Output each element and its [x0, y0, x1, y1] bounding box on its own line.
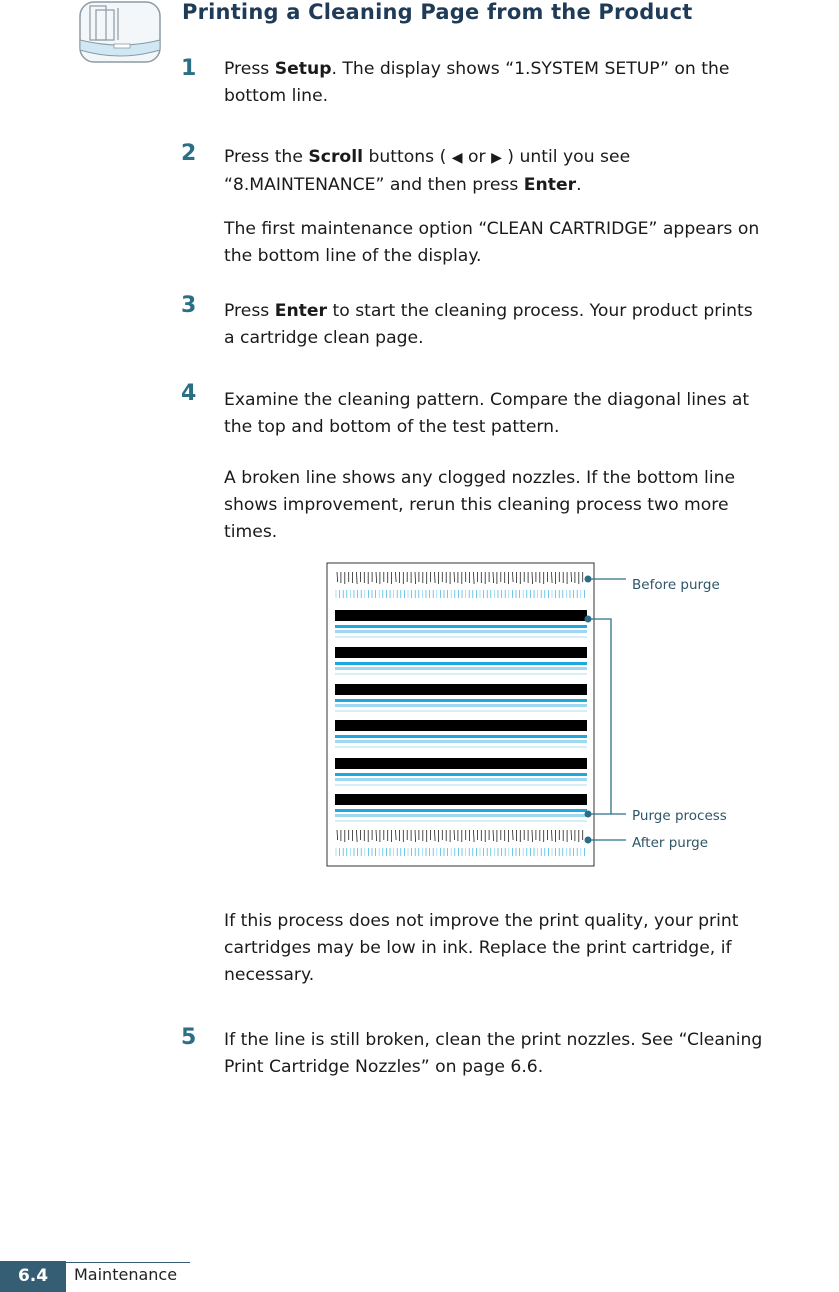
quality-note: If this process does not improve the print quality, your print cartridges may be low in ink. Replace the print cartridge, if necessary.	[224, 911, 739, 985]
purge-band	[335, 720, 587, 731]
step-4-note: A broken line shows any clogged nozzles. If the bottom line shows improvement, rerun this cleaning process two more times.	[224, 468, 736, 542]
scroll-left-icon: ◀	[451, 150, 463, 166]
purge-band	[335, 820, 587, 822]
purge-band	[335, 699, 587, 702]
step-number-2: 2	[181, 141, 197, 166]
purge-band	[335, 778, 587, 781]
purge-band	[335, 667, 587, 670]
step-3-text: Press Enter to start the cleaning process. Your product prints a cartridge clean page.	[224, 301, 753, 348]
step-2-text: Press the Scroll buttons ( ◀ or ▶ ) until you see “8.MAINTENANCE” and then press Enter.	[224, 147, 631, 195]
purge-band	[335, 625, 587, 628]
purge-band	[335, 758, 587, 769]
step-5-text: If the line is still broken, clean the print nozzles. See “Cleaning Print Cartridge Nozzles” on page 6.6.	[224, 1030, 763, 1077]
step-number-4: 4	[181, 381, 197, 406]
cleaning-pattern-figure	[326, 562, 731, 867]
purge-band	[335, 630, 587, 633]
purge-band	[335, 814, 587, 817]
step-1-text: Press Setup. The display shows “1.SYSTEM SETUP” on the bottom line.	[224, 59, 730, 106]
label-after-purge: After purge	[632, 835, 709, 851]
step-number-3: 3	[181, 293, 197, 318]
page-title: Printing a Cleaning Page from the Product	[182, 0, 693, 24]
step-number-1: 1	[181, 56, 197, 81]
purge-band	[335, 610, 587, 621]
purge-band	[335, 773, 587, 776]
purge-band	[335, 809, 587, 812]
step-4-text: Examine the cleaning pattern. Compare the diagonal lines at the top and bottom of the test pattern.	[224, 390, 750, 437]
step-2-note: The first maintenance option “CLEAN CARTRIDGE” appears on the bottom line of the display.	[224, 219, 760, 266]
purge-band	[335, 704, 587, 707]
purge-band	[335, 647, 587, 658]
purge-band	[335, 794, 587, 805]
purge-band	[335, 662, 587, 665]
purge-band	[335, 746, 587, 748]
printer-icon	[74, 0, 166, 74]
purge-band	[335, 684, 587, 695]
label-purge-process: Purge process	[632, 808, 727, 824]
purge-band	[335, 740, 587, 743]
purge-band	[335, 636, 587, 638]
step-number-5: 5	[181, 1025, 197, 1050]
label-before-purge: Before purge	[632, 577, 720, 593]
scroll-right-icon: ▶	[491, 150, 502, 166]
purge-band	[335, 673, 587, 675]
section-name: Maintenance	[74, 1265, 178, 1284]
purge-band	[335, 784, 587, 786]
purge-band	[335, 735, 587, 738]
page-number: 6.4	[0, 1261, 66, 1292]
purge-band	[335, 710, 587, 712]
